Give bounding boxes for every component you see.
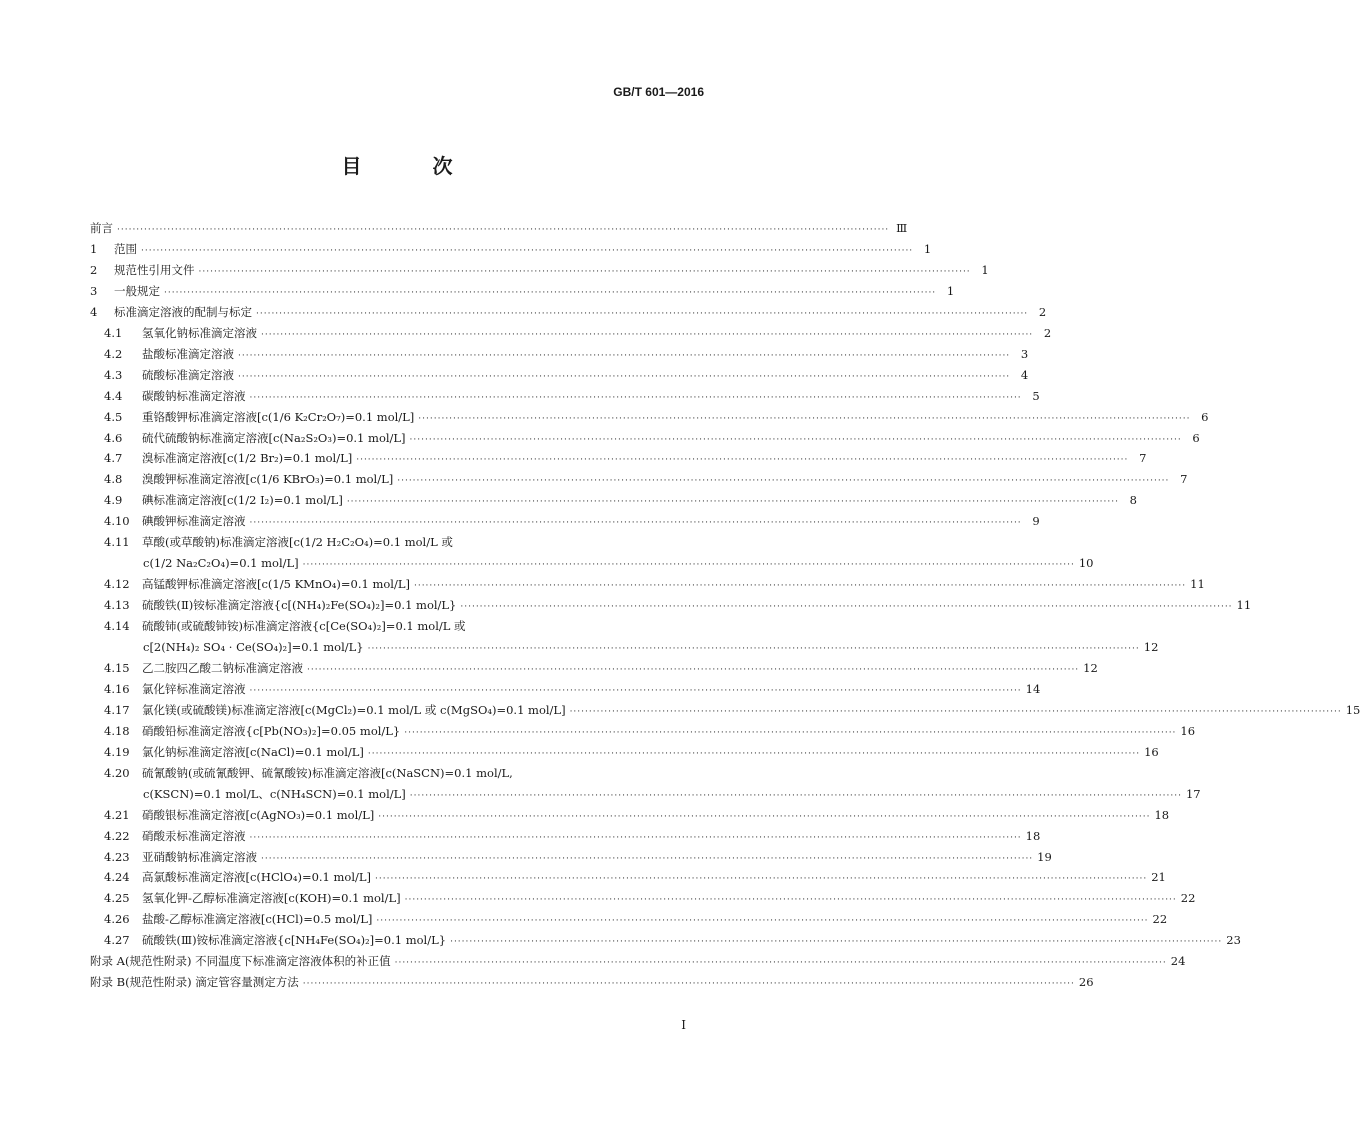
dot-leader: ········································································································································································································ (413, 581, 1187, 592)
dot-leader: ········································································································································································································ (397, 476, 1170, 487)
toc-entry-text: 氯化镁(或硫酸镁)标准滴定溶液[c(MgCl₂)=0.1 mol/L 或 c(MgSO₄)=0.1 mol/L] (142, 702, 566, 717)
toc-entry-page: 6 (1192, 430, 1200, 445)
toc-entry-number: 4.9 (104, 493, 123, 508)
toc-entry-number: 4.23 (104, 849, 130, 864)
toc-entry-page: 26 (1078, 975, 1094, 990)
toc-entry-page: 19 (1037, 849, 1052, 864)
toc-entry[interactable] (104, 575, 1205, 593)
toc-entry-number: 4.18 (104, 723, 130, 738)
dot-leader: ········································································································································································································ (307, 664, 1080, 675)
toc-entry[interactable] (90, 240, 932, 258)
toc-entry-text: 一般规定 (114, 283, 160, 298)
toc-entry-page: 16 (1144, 744, 1159, 759)
dot-leader: ········································································································································································································ (164, 287, 937, 298)
dot-leader: ········································································································································································································ (238, 350, 1011, 361)
toc-entry-text: 附录 A(规范性附录) 不同温度下标准滴定溶液体积的补正值 (90, 954, 391, 969)
toc-entry-number: 3 (90, 283, 98, 298)
toc-entry-number: 4.3 (104, 367, 123, 382)
toc-entry[interactable] (143, 554, 1094, 572)
dot-leader: ········································································································································································································ (569, 706, 1342, 717)
toc-entry-text: 标准滴定溶液的配制与标定 (114, 304, 252, 319)
dot-leader: ········································································································································································································ (249, 832, 1022, 843)
toc-entry-number: 4.1 (104, 325, 123, 340)
toc-entry-text: 氢氧化钠标准滴定溶液 (142, 325, 257, 340)
toc-entry-text: 硫代硫酸钠标准滴定溶液[c(Na₂S₂O₃)=0.1 mol/L] (142, 430, 406, 445)
toc-entry[interactable] (104, 910, 1168, 928)
toc-entry-page: 5 (1032, 388, 1040, 403)
toc-entry-number: 4.17 (104, 702, 130, 717)
toc-entry-page: 22 (1180, 891, 1196, 906)
dot-leader: ········································································································································································································ (409, 434, 1182, 445)
toc-entry-text: 硝酸银标准滴定溶液[c(AgNO₃)=0.1 mol/L] (142, 807, 375, 822)
toc-entry-text: 高氯酸标准滴定溶液[c(HClO₄)=0.1 mol/L] (142, 870, 372, 885)
page-number: Ⅰ (681, 1018, 686, 1032)
toc-entry-number: 4.11 (104, 535, 130, 550)
toc-entry[interactable] (104, 701, 1360, 719)
toc-entry-number: 4.22 (104, 828, 130, 843)
toc-entry[interactable] (104, 931, 1241, 949)
toc-entry-page: 3 (1020, 346, 1029, 361)
dot-leader: ········································································································································································································ (394, 958, 1167, 969)
toc-entry-number: 4.8 (104, 472, 123, 487)
toc-entry[interactable] (104, 659, 1098, 677)
toc-entry-number: 4.7 (104, 451, 123, 466)
dot-leader: ········································································································································································································ (198, 266, 971, 277)
toc-entry-number: 4.16 (104, 681, 130, 696)
toc-entry-number: 4.4 (104, 388, 123, 403)
dot-leader: ········································································································································································································ (302, 560, 1075, 571)
toc-entry[interactable] (104, 387, 1040, 405)
dot-leader: ········································································································································································································ (261, 329, 1034, 340)
toc-entry-page: 12 (1083, 660, 1098, 675)
toc-entry[interactable] (104, 470, 1188, 488)
page-title: 目 次 (341, 154, 485, 178)
toc-entry[interactable] (104, 617, 466, 635)
toc-entry-text: 重铬酸钾标准滴定溶液[c(1/6 K₂Cr₂O₇)=0.1 mol/L] (142, 409, 415, 424)
dot-leader: ········································································································································································································ (261, 853, 1034, 864)
toc-entry-page: 18 (1025, 828, 1041, 843)
toc-entry-page: 11 (1190, 577, 1205, 592)
toc-entry-page: 14 (1025, 681, 1041, 696)
toc-entry-text: 溴标准滴定溶液[c(1/2 Br₂)=0.1 mol/L] (142, 451, 353, 466)
dot-leader: ········································································································································································································ (404, 895, 1177, 906)
toc-entry-text: 硫酸铁(Ⅱ)铵标准滴定溶液{c[(NH₄)₂Fe(SO₄)₂]=0.1 mol/L} (142, 598, 457, 613)
toc-entry-text: 硫酸铈(或硫酸铈铵)标准滴定溶液{c[Ce(SO₄)₂]=0.1 mol/L 或 (142, 619, 466, 634)
toc-entry-number: 4.15 (104, 660, 130, 675)
dot-leader: ········································································································································································································ (302, 979, 1075, 990)
toc-entry-page: 2 (1038, 304, 1047, 319)
toc-entry-text: 硫氰酸钠(或硫氰酸钾、硫氰酸铵)标准滴定溶液[c(NaSCN)=0.1 mol/L, (142, 765, 513, 780)
toc-entry-page: 11 (1236, 598, 1252, 613)
toc-entry-text: 碳酸钠标准滴定溶液 (142, 388, 246, 403)
dot-leader: ········································································································································································································ (367, 644, 1140, 654)
toc-entry-text: 盐酸标准滴定溶液 (142, 346, 234, 361)
toc-entry-page: 21 (1151, 870, 1166, 885)
dot-leader: ········································································································································································································ (249, 685, 1022, 696)
toc-entry-number: 4.19 (104, 744, 130, 759)
dot-leader: ········································································································································································································ (375, 874, 1148, 885)
toc-entry-page: 15 (1345, 702, 1360, 717)
toc-entry-page: 10 (1078, 556, 1094, 571)
toc-entry-number: 2 (90, 262, 98, 277)
toc-entry-text: 氯化钠标准滴定溶液[c(NaCl)=0.1 mol/L] (142, 744, 364, 759)
dot-leader: ········································································································································································································ (249, 392, 1022, 403)
toc-entry-number: 1 (90, 241, 98, 256)
dot-leader: ········································································································································································································ (418, 413, 1191, 424)
toc-entry-number: 4.24 (104, 870, 130, 885)
toc-entry-page: 9 (1032, 514, 1040, 529)
toc-entry-text: 盐酸-乙醇标准滴定溶液[c(HCl)=0.5 mol/L] (142, 912, 373, 927)
toc-entry-page: Ⅲ (896, 221, 908, 235)
dot-leader: ········································································································································································································ (249, 518, 1022, 529)
toc-entry[interactable] (90, 973, 1094, 991)
toc-entry-number: 4.5 (104, 409, 123, 424)
toc-entry[interactable] (104, 533, 453, 551)
toc-entry-page: 6 (1201, 409, 1209, 424)
toc-entry-number: 4.27 (104, 933, 130, 948)
toc-entry[interactable] (143, 785, 1201, 803)
toc-entry[interactable] (104, 324, 1052, 342)
toc-entry[interactable] (143, 638, 1159, 656)
dot-leader: ········································································································································································································ (378, 811, 1151, 822)
toc-entry[interactable] (104, 722, 1196, 740)
toc-entry[interactable] (104, 345, 1029, 363)
toc-entry-page: 23 (1226, 933, 1241, 948)
dot-leader: ········································································································································································································ (356, 455, 1129, 466)
toc-entry-text: 乙二胺四乙酸二钠标准滴定溶液 (142, 660, 303, 675)
toc-entry[interactable] (104, 889, 1196, 907)
toc-entry-page: 7 (1139, 451, 1147, 466)
toc-entry-page: 2 (1043, 325, 1052, 340)
dot-leader: ········································································································································································································ (256, 308, 1029, 319)
toc-entry-page: 18 (1154, 807, 1170, 822)
toc-entry[interactable] (104, 429, 1200, 447)
toc-entry[interactable] (104, 827, 1041, 845)
toc-entry-page: 1 (923, 241, 932, 256)
standard-code: GB/T 601—2016 (613, 85, 704, 99)
toc-entry-page: 16 (1180, 723, 1196, 738)
toc-entry-page: 1 (946, 283, 955, 298)
toc-entry[interactable] (104, 512, 1040, 530)
toc-entry-text: c(1/2 Na₂C₂O₄)=0.1 mol/L] (143, 556, 299, 571)
toc-entry[interactable] (104, 848, 1052, 866)
toc-entry-page: 4 (1020, 367, 1029, 382)
toc-entry-text: 前言 (90, 221, 113, 235)
toc-entry[interactable] (104, 806, 1170, 824)
toc-entry-page: 7 (1180, 472, 1188, 487)
toc-entry-page: 8 (1129, 493, 1137, 508)
dot-leader: ········································································································································································································ (404, 727, 1177, 738)
toc-entry-number: 4.21 (104, 807, 130, 822)
toc-entry-text: c[2(NH₄)₂ SO₄ · Ce(SO₄)₂]=0.1 mol/L} (143, 640, 364, 654)
toc-entry-number: 4.13 (104, 598, 130, 613)
toc-entry[interactable] (90, 303, 1047, 321)
toc-entry[interactable] (104, 491, 1137, 509)
toc-entry[interactable] (90, 219, 908, 237)
dot-leader: ········································································································································································································ (346, 497, 1119, 508)
toc-entry[interactable] (104, 868, 1166, 886)
toc-entry[interactable] (104, 680, 1041, 698)
toc-entry-text: 高锰酸钾标准滴定溶液[c(1/5 KMnO₄)=0.1 mol/L] (142, 577, 410, 592)
toc-entry-number: 4.12 (104, 577, 130, 592)
toc-entry-text: 附录 B(规范性附录) 滴定管容量测定方法 (90, 975, 299, 990)
toc-entry-text: 亚硝酸钠标准滴定溶液 (142, 849, 257, 864)
dot-leader: ········································································································································································································ (141, 245, 914, 256)
toc-entry-number: 4.2 (104, 346, 123, 361)
toc-entry-text: 规范性引用文件 (114, 262, 195, 277)
toc-entry-page: 22 (1152, 912, 1168, 927)
dot-leader: ········································································································································································································ (450, 937, 1223, 948)
toc-entry-text: 硫酸铁(Ⅲ)铵标准滴定溶液{c[NH₄Fe(SO₄)₂]=0.1 mol/L} (142, 933, 447, 948)
toc-entry-number: 4.25 (104, 891, 130, 906)
toc-entry-text: 硝酸汞标准滴定溶液 (142, 828, 246, 843)
toc-entry-number: 4.26 (104, 912, 130, 927)
toc-entry[interactable] (104, 366, 1029, 384)
toc-entry-page: 1 (981, 262, 989, 277)
toc-entry-number: 4 (90, 304, 98, 319)
toc-entry-number: 4.10 (104, 514, 130, 529)
toc-entry-number: 4.20 (104, 765, 130, 780)
dot-leader: ········································································································································································································ (409, 790, 1182, 801)
dot-leader: ········································································································································································································ (376, 916, 1149, 927)
toc-entry-text: 草酸(或草酸钠)标准滴定溶液[c(1/2 H₂C₂O₄)=0.1 mol/L 或 (142, 535, 453, 550)
toc-entry-page: 24 (1170, 954, 1186, 969)
toc-entry-number: 4.6 (104, 430, 123, 445)
toc-entry-text: 氯化锌标准滴定溶液 (142, 681, 246, 696)
toc-entry-page: 17 (1185, 786, 1201, 801)
toc-entry[interactable] (90, 282, 955, 300)
toc-entry[interactable] (104, 764, 513, 782)
toc-entry[interactable] (104, 596, 1252, 614)
toc-entry-text: c(KSCN)=0.1 mol/L、c(NH₄SCN)=0.1 mol/L] (143, 786, 406, 801)
dot-leader: ········································································································································································································ (460, 602, 1233, 613)
toc-entry-text: 氢氧化钾-乙醇标准滴定溶液[c(KOH)=0.1 mol/L] (142, 891, 401, 906)
toc-entry-text: 溴酸钾标准滴定溶液[c(1/6 KBrO₃)=0.1 mol/L] (142, 472, 394, 487)
toc-entry[interactable] (104, 449, 1147, 467)
toc-entry-text: 碘标准滴定溶液[c(1/2 I₂)=0.1 mol/L] (142, 493, 343, 508)
toc-entry-text: 碘酸钾标准滴定溶液 (142, 514, 246, 529)
toc-entry-page: 12 (1143, 640, 1159, 654)
dot-leader: ········································································································································································································ (238, 371, 1011, 382)
toc-entry-number: 4.14 (104, 619, 130, 634)
toc-entry[interactable] (90, 261, 989, 279)
dot-leader: ········································································································································································································ (117, 225, 890, 235)
toc-entry-text: 硫酸标准滴定溶液 (142, 367, 234, 382)
toc-entry-text: 硝酸铅标准滴定溶液{c[Pb(NO₃)₂]=0.05 mol/L} (142, 723, 401, 738)
dot-leader: ········································································································································································································ (367, 748, 1141, 759)
toc-entry-text: 范围 (114, 241, 137, 256)
toc-entry[interactable] (90, 952, 1186, 970)
toc-entry[interactable] (104, 743, 1159, 761)
toc-entry[interactable] (104, 408, 1209, 426)
